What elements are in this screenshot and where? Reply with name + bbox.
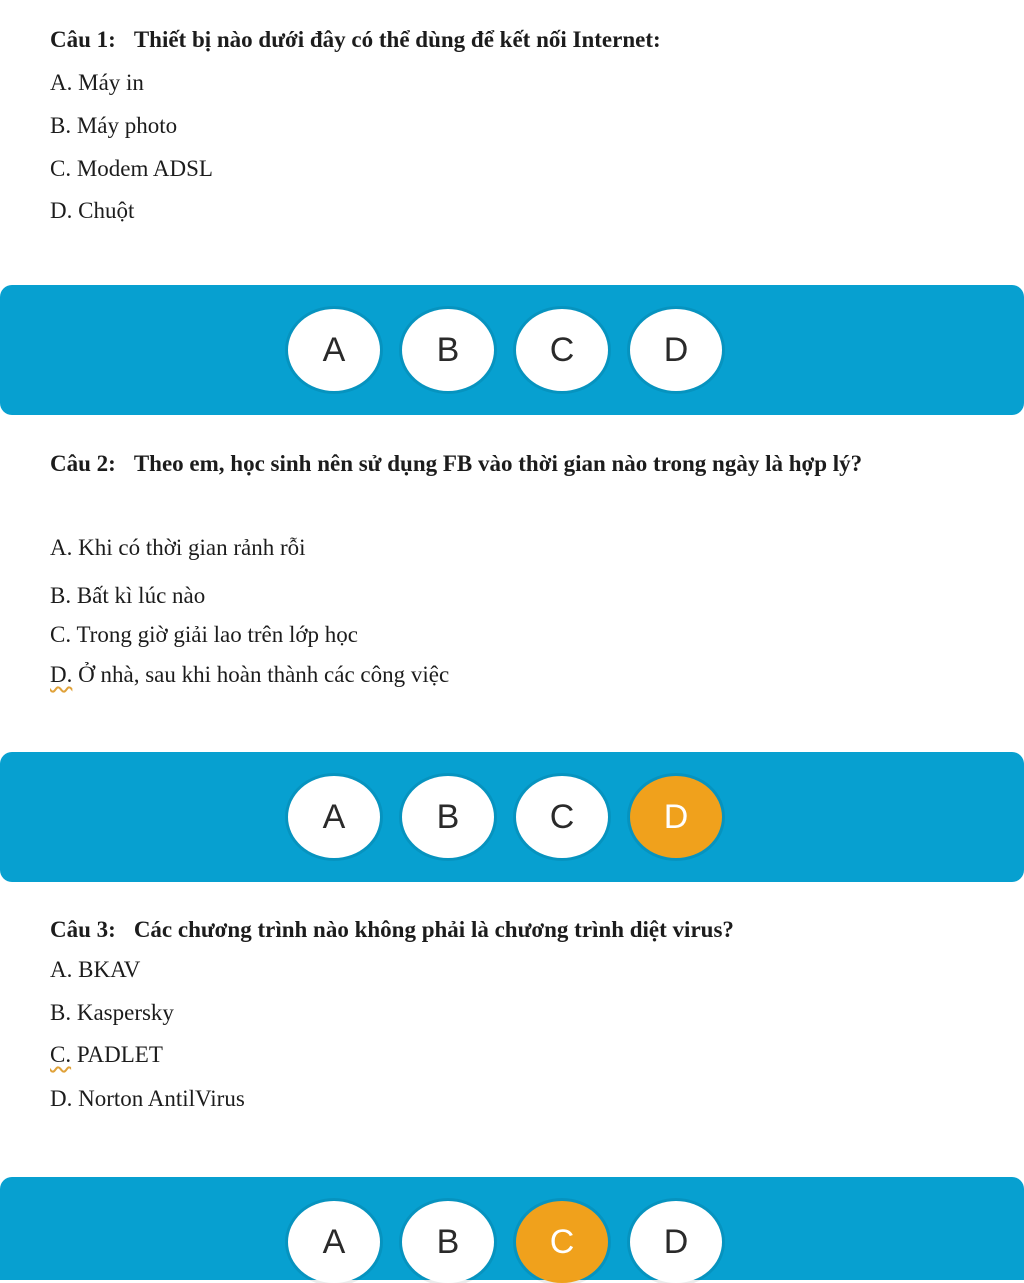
option-letter: A. bbox=[50, 535, 73, 560]
answer-button-d[interactable]: D bbox=[630, 309, 722, 391]
option-text: Modem ADSL bbox=[76, 156, 213, 181]
option-text: Máy in bbox=[78, 70, 144, 95]
option-letter: C. bbox=[50, 156, 72, 181]
answer-button-a[interactable]: A bbox=[288, 1201, 380, 1283]
option-text: PADLET bbox=[76, 1042, 163, 1067]
question-text: Thiết bị nào dưới đây có thể dùng để kết nối Internet: bbox=[133, 27, 661, 52]
option-text: Ở nhà, sau khi hoàn thành các công việc bbox=[78, 662, 450, 687]
option-letter: B. bbox=[50, 1000, 72, 1025]
question-text: Các chương trình nào không phải là chương trình diệt virus? bbox=[133, 917, 734, 942]
option-letter: B. bbox=[50, 113, 72, 138]
option-letter: A. bbox=[50, 70, 73, 95]
question-card-3 bbox=[0, 895, 1024, 1177]
option-c bbox=[50, 154, 213, 184]
question-card-1 bbox=[0, 0, 1024, 285]
answer-button-a[interactable]: A bbox=[288, 776, 380, 858]
question-number: Câu 2: bbox=[50, 451, 116, 476]
option-b bbox=[50, 581, 205, 611]
option-letter: D. bbox=[50, 198, 73, 223]
answer-button-b[interactable]: B bbox=[402, 309, 494, 391]
option-text: Máy photo bbox=[76, 113, 178, 138]
option-d bbox=[50, 660, 449, 690]
option-letter: A. bbox=[50, 957, 73, 982]
option-text: Kaspersky bbox=[76, 1000, 174, 1025]
question-text: Theo em, học sinh nên sử dụng FB vào thời gian nào trong ngày là hợp lý? bbox=[133, 451, 863, 476]
answer-bar-3 bbox=[0, 1177, 1024, 1280]
question-title bbox=[50, 910, 984, 950]
question-title bbox=[50, 444, 984, 484]
answer-bar-1 bbox=[0, 285, 1024, 415]
option-a bbox=[50, 533, 306, 563]
answer-button-b[interactable]: B bbox=[402, 1201, 494, 1283]
question-number: Câu 3: bbox=[50, 917, 116, 942]
option-text: Khi có thời gian rảnh rỗi bbox=[78, 535, 306, 560]
option-text: Norton AntilVirus bbox=[78, 1086, 245, 1111]
option-text: Bất kì lúc nào bbox=[76, 583, 206, 608]
answer-button-d[interactable]: D bbox=[630, 1201, 722, 1283]
option-letter: C. bbox=[50, 622, 72, 647]
option-letter: C. bbox=[50, 1042, 72, 1067]
option-text: Trong giờ giải lao trên lớp học bbox=[76, 622, 358, 647]
question-number: Câu 1: bbox=[50, 27, 116, 52]
option-a bbox=[50, 68, 144, 98]
question-title bbox=[50, 20, 984, 60]
option-b bbox=[50, 998, 174, 1028]
option-letter: B. bbox=[50, 583, 72, 608]
answer-button-c[interactable]: C bbox=[516, 1201, 608, 1283]
answer-button-d[interactable]: D bbox=[630, 776, 722, 858]
option-text: BKAV bbox=[78, 957, 141, 982]
option-a bbox=[50, 955, 140, 985]
answer-button-a[interactable]: A bbox=[288, 309, 380, 391]
question-card-2 bbox=[0, 430, 1024, 750]
option-b bbox=[50, 111, 177, 141]
option-text: Chuột bbox=[78, 198, 135, 223]
option-d bbox=[50, 196, 134, 226]
answer-button-b[interactable]: B bbox=[402, 776, 494, 858]
option-c bbox=[50, 1040, 163, 1070]
option-c bbox=[50, 620, 358, 650]
answer-bar-2 bbox=[0, 752, 1024, 882]
option-letter: D. bbox=[50, 662, 73, 687]
answer-button-c[interactable]: C bbox=[516, 776, 608, 858]
option-letter: D. bbox=[50, 1086, 73, 1111]
option-d bbox=[50, 1084, 245, 1114]
answer-button-c[interactable]: C bbox=[516, 309, 608, 391]
